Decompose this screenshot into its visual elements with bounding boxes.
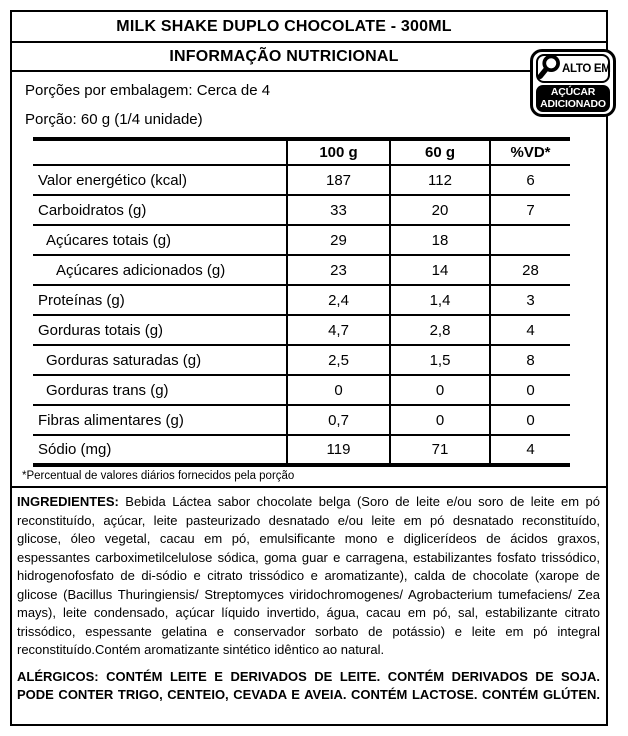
cell-name: Açúcares totais (g)	[33, 225, 287, 255]
seal-nutrient-line2: ADICIONADO	[540, 97, 606, 110]
cell-name: Gorduras saturadas (g)	[33, 345, 287, 375]
cell-100g: 29	[287, 225, 390, 255]
ingredients-paragraph	[17, 493, 600, 660]
high-in-warning-seal	[530, 49, 616, 117]
cell-name: Sódio (mg)	[38, 441, 112, 458]
cell-name: Fibras alimentares (g)	[33, 405, 287, 435]
seal-nutrient-box	[536, 85, 610, 112]
magnifier-icon	[536, 53, 563, 82]
cell-vd: 7	[490, 195, 570, 225]
daily-value-footnote: *Percentual de valores diários fornecidos pela porção	[22, 470, 295, 482]
cell-100g: 0,7	[287, 405, 390, 435]
col-header-nutrient	[33, 139, 287, 165]
seal-top-box	[536, 54, 610, 83]
table-row	[33, 165, 570, 195]
cell-vd: 8	[490, 345, 570, 375]
cell-100g: 23	[287, 255, 390, 285]
cell-100g: 119	[287, 435, 390, 465]
cell-60g: 2,8	[390, 315, 490, 345]
cell-name: Açúcares adicionados (g)	[33, 255, 287, 285]
allergens-line2: PODE CONTER TRIGO, CENTEIO, CEVADA E AVEIA. CONTÉM LACTOSE. CONTÉM GLÚTEN.	[17, 687, 600, 702]
cell-name: Valor energético (kcal)	[33, 165, 287, 195]
nutrition-facts-title: INFORMAÇÃO NUTRICIONAL	[12, 43, 606, 72]
ingredients-text: Bebida Láctea sabor chocolate belga (Soro de leite e/ou soro de leite em pó reconstituído, açúcar, leite pasteurizado desnatado e/ou leite em pó desnatado reconstituído, glicose, óleo vegetal, cacau em pó, emulsificante mono e diglicerídeos de ácidos graxos, espessantes carboximetilcelulose sódica, goma guar e carragena, estabilizantes fosfato trissódico, hidrogenofosfato de di-sódio e citrato trissódico e aromatizante), calda de chocolate (xarope de glicose (Bacillus Thuringiensis/ Streptomyces viridochromogenes/ Agrobacterium tumefaciens/ Zea mays), leite condensado, açúcar líquido invertido, água, cacau em pó, sal, estabilizante citrato trissódico, espessante gelatina e conservador sorbato de potássio) e leite em pó integral reconstituído.Contém aromatizante sintético idêntico ao natural.	[17, 494, 600, 657]
cell-name: Gorduras totais (g)	[33, 315, 287, 345]
table-row	[33, 195, 570, 225]
cell-100g: 2,4	[287, 285, 390, 315]
cell-60g: 71	[390, 435, 490, 465]
cell-60g: 1,4	[390, 285, 490, 315]
cell-60g: 1,5	[390, 345, 490, 375]
cell-60g: 14	[390, 255, 490, 285]
cell-vd: 0	[490, 375, 570, 405]
col-header-vd: %VD*	[490, 139, 570, 165]
cell-name: Carboidratos (g)	[33, 195, 287, 225]
allergens-paragraph	[17, 668, 600, 705]
cell-100g: 33	[287, 195, 390, 225]
serving-size: Porção: 60 g (1/4 unidade)	[25, 111, 203, 128]
nutrition-table	[33, 137, 570, 467]
table-row	[33, 315, 570, 345]
cell-100g: 4,7	[287, 315, 390, 345]
table-row	[33, 285, 570, 315]
table-row	[33, 375, 570, 405]
cell-name: Proteínas (g)	[33, 285, 287, 315]
cell-60g: 0	[390, 375, 490, 405]
col-header-100g: 100 g	[287, 139, 390, 165]
table-row	[33, 345, 570, 375]
cell-60g: 0	[390, 405, 490, 435]
cell-vd: 6	[490, 165, 570, 195]
product-title: MILK SHAKE DUPLO CHOCOLATE - 300ML	[12, 12, 606, 43]
cell-vd: 28	[490, 255, 570, 285]
cell-60g: 20	[390, 195, 490, 225]
cell-100g: 2,5	[287, 345, 390, 375]
seal-nutrient-line1: AÇÚCAR	[550, 86, 596, 98]
cell-100g: 187	[287, 165, 390, 195]
allergens-line1: ALÉRGICOS: CONTÉM LEITE E DERIVADOS DE LEITE. CONTÉM DERIVADOS DE SOJA.	[17, 668, 600, 684]
table-row	[33, 435, 570, 465]
nutrition-table-wrap	[33, 137, 606, 467]
table-row	[33, 225, 570, 255]
cell-vd: 0	[490, 405, 570, 435]
serving-info	[12, 72, 606, 129]
cell-100g: 0	[287, 375, 390, 405]
servings-per-package: Porções por embalagem: Cerca de 4	[25, 82, 271, 99]
cell-vd: 4	[490, 315, 570, 345]
cell-vd: 3	[490, 285, 570, 315]
nutrition-label	[10, 10, 611, 726]
cell-name: Gorduras trans (g)	[33, 375, 287, 405]
table-row	[33, 405, 570, 435]
table-row	[33, 255, 570, 285]
col-header-60g: 60 g	[390, 139, 490, 165]
seal-alto-em-label: ALTO EM	[562, 62, 611, 75]
table-header-row	[33, 139, 570, 165]
cell-60g: 18	[390, 225, 490, 255]
cell-60g: 112	[390, 165, 490, 195]
cell-vd: 4	[490, 435, 570, 465]
ingredients-section	[12, 486, 606, 724]
ingredients-label: INGREDIENTES:	[17, 494, 119, 509]
cell-vd	[490, 225, 570, 255]
